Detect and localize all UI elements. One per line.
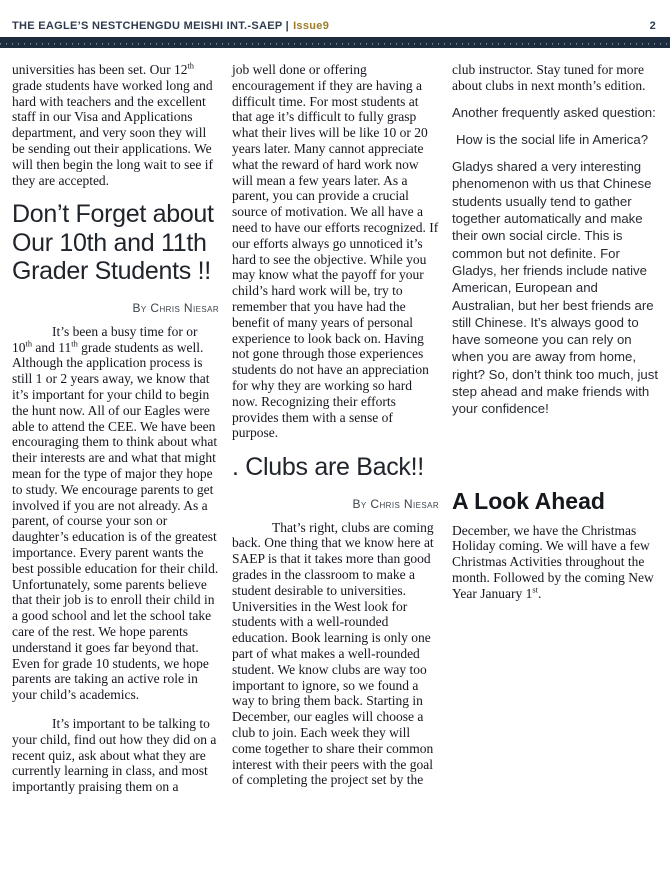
newsletter-title: THE EAGLE’S NESTCHENGDU MEISHI INT.-SAEP | <box>12 20 290 32</box>
faq-question-line: How is the social life in America? <box>456 131 649 147</box>
column-3 <box>452 62 659 795</box>
faq-intro-line: Another frequently asked question: <box>452 104 656 120</box>
byline-chris-niesar: By Chris Niesar <box>352 496 439 511</box>
article-heading-grade-10-11: Don’t Forget about Our 10th and 11th Grader Students !! <box>12 200 214 286</box>
masthead <box>0 0 670 48</box>
body-paragraph: That’s right, clubs are coming back. One thing that we know here at SAEP is that it takes more than good grades in the classroom to make a student desirable to universities. Universities in the West look for students with a well-rounded education. Book learning is only one part of what makes a well-rounded student. We know clubs are way too important to ignore, so we found a way to bring them back. Starting in December, our eagles will choose a club to join. Each week they will come together to share their common interest with their peers with the goal of completing the project set by the <box>232 519 434 788</box>
issue-label: Issue9 <box>293 20 330 32</box>
article-columns <box>0 48 670 795</box>
body-paragraph-continued: universities has been set. Our 12th grade students have worked long and hard with teachers and the excellent staff in our Visa and Applications department, and very soon they will be sending out their applications. We will then begin the long wait to see if they are accepted. <box>12 61 213 188</box>
article-heading-clubs-are-back: . Clubs are Back!! <box>232 453 424 482</box>
masthead-line <box>0 20 670 32</box>
body-paragraph: It’s important to be talking to your child, find out how they did on a recent quiz, ask about what they are currently learning in class, and most importantly praising them on a <box>12 716 217 795</box>
masthead-rule <box>0 37 670 48</box>
column-2 <box>232 62 439 795</box>
column-1 <box>12 62 219 795</box>
faq-answer-paragraph: Gladys shared a very interesting phenomenon with us that Chinese students usually tend to gather together automatically and make their own social circle. This is common but not definite. For Gladys, her friends include native American, European and Australian, but her best friends are still Chinese. It’s always good to have someone you can rely on when you are away from home, right? So, don’t think too much, just step ahead and make friends with your confidence! <box>452 159 658 417</box>
body-paragraph-continued: club instructor. Stay tuned for more about clubs in next month’s edition. <box>452 62 646 93</box>
body-paragraph-continued: job well done or offering encouragement if they are having a difficult time. For most students at that age it’s difficult to fully grasp what their lives will be like 10 or 20 years later. Many cannot appreciate what the reward of hard work now will mean a few years later. As a parent, you can provide a crucial source of motivation. We all have a need to have our efforts recognized. If our efforts always go unnoticed it’s hard to see the objective. While you may know what the payoff for your child’s hard work will be, try to remember that you have had the benefit of many years of personal experience to look back on. Having not gone through those experiences students do not have an appreciation for why they are working so hard now. Recognizing their efforts provides them with a sense of purpose. <box>232 62 439 441</box>
byline-chris-niesar: By Chris Niesar <box>132 300 219 315</box>
page-number: 2 <box>649 20 656 32</box>
section-heading-look-ahead: A Look Ahead <box>452 487 605 514</box>
body-paragraph: December, we have the Christmas Holiday coming. We will have a few Christmas Activities throughout the month. Followed by the coming New Year January 1st. <box>452 522 654 601</box>
body-paragraph: It’s been a busy time for or 10th and 11th grade students as well. Although the application process is still 1 or 2 years away, we know that it’s important for your child to begin the hunt now. All of our Eagles were able to attend the CEE. We have been encouraging them to think about what their interests are and what that might mean for the type of major they hope to study. We encourage parents to get involved if you are not already. As a parent, of course your son or daughter’s education is of the greatest importance. Every parent wants the best possible education for their child. Unfortunately, some parents believe that their job is to enroll their child in a good school and let the school take care of the rest. We hope parents understand it goes far beyond that. Even for grade 10 students, we hope parents are taking an active role in your child’s academics. <box>12 323 219 703</box>
